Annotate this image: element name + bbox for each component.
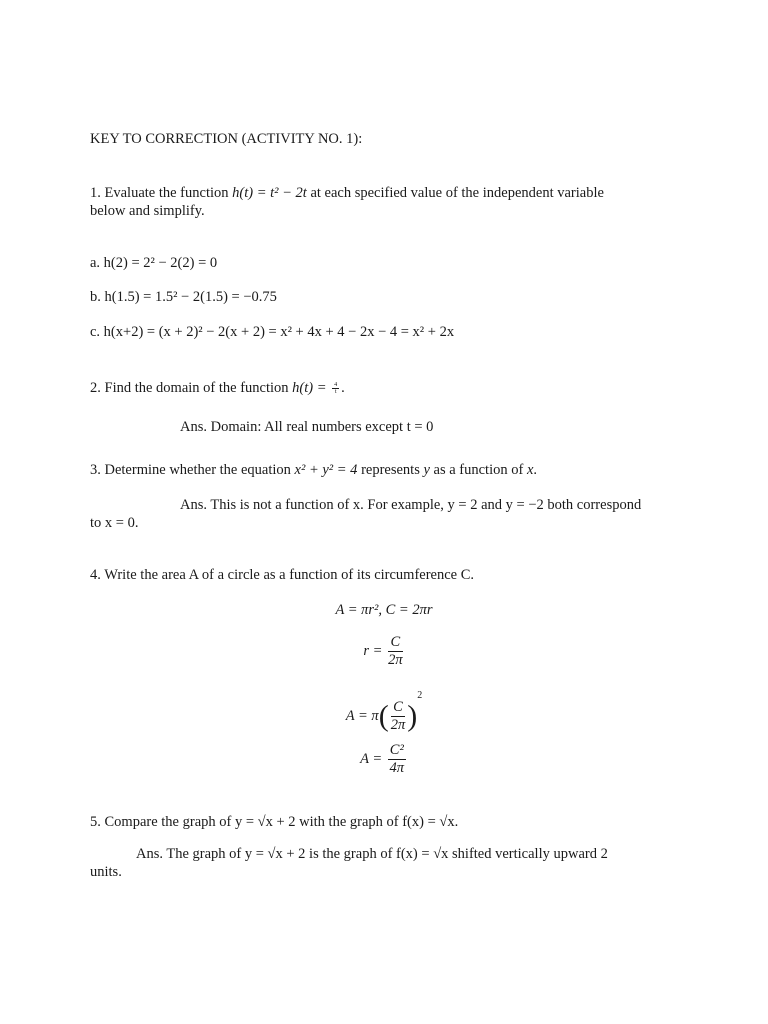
answer-1a: a. h(2) = 2² − 2(2) = 0 [90, 255, 218, 271]
question-3-mid: represents [357, 462, 424, 478]
question-2-denominator: t [334, 389, 337, 396]
page-title: KEY TO CORRECTION (ACTIVITY NO. 1): [90, 131, 363, 147]
equation-final-denominator: 4π [389, 760, 405, 776]
question-2 [90, 379, 345, 397]
equation-radius-lhs: r = [363, 642, 383, 659]
question-1-tail: at each specified value of the independent variable [306, 185, 604, 201]
equation-radius [0, 634, 768, 669]
equation-area-numerator: C [391, 699, 406, 717]
answer-5-line-1: Ans. The graph of y = √x + 2 is the graph of f(x) = √x shifted vertically upward 2 [136, 846, 608, 862]
question-1-line-1 [90, 184, 604, 202]
question-3-equation: x² + y² = 4 [294, 462, 358, 478]
answer-3-line-1: Ans. This is not a function of x. For example, y = 2 and y = −2 both correspond [180, 497, 642, 513]
question-4: 4. Write the area A of a circle as a function of its circumference C. [90, 567, 475, 583]
answer-3-line-2: to x = 0. [90, 515, 139, 531]
question-3-end: . [533, 462, 538, 478]
question-3-lead: 3. Determine whether the equation [90, 462, 295, 478]
question-3 [90, 461, 537, 479]
equation-area-denominator: 2π [390, 717, 406, 734]
question-2-function: h(t) = [292, 380, 331, 396]
question-1-function: h(t) = t² − 2t [232, 185, 307, 201]
equation-area-lhs: A = π [345, 708, 379, 724]
question-2-lead: 2. Find the domain of the function [90, 380, 293, 396]
equation-area-substituted [0, 686, 768, 734]
equation-area-fraction [391, 699, 406, 734]
equation-radius-numerator: C [388, 634, 403, 652]
answer-1c: c. h(x+2) = (x + 2)² − 2(x + 2) = x² + 4x + 4 − 2x − 4 = x² + 2x [90, 324, 455, 340]
answer-5-line-2: units. [90, 864, 122, 880]
equation-final-fraction [388, 742, 406, 777]
equation-area-exponent: 2 [417, 690, 423, 701]
question-3-y: y [423, 462, 430, 478]
question-2-end: . [341, 380, 345, 396]
equation-final-numerator: C² [389, 742, 404, 758]
right-paren: ) [407, 699, 418, 733]
equation-area-final [0, 742, 768, 777]
equation-final-lhs: A = [360, 750, 383, 767]
question-3-x: x [526, 462, 534, 478]
question-5: 5. Compare the graph of y = √x + 2 with the graph of f(x) = √x. [90, 814, 459, 830]
answer-1b: b. h(1.5) = 1.5² − 2(1.5) = −0.75 [90, 289, 277, 305]
question-1-lead: 1. Evaluate the function [90, 185, 233, 201]
question-2-numerator: 4 [334, 382, 338, 389]
equation-area-circumference: A = πr², C = 2πr [335, 602, 433, 618]
question-3-tail: as a function of [429, 462, 527, 478]
equation-radius-denominator: 2π [388, 652, 403, 668]
left-paren: ( [378, 699, 389, 733]
question-1-line-2: below and simplify. [90, 203, 205, 219]
equation-radius-fraction [388, 634, 403, 669]
answer-2: Ans. Domain: All real numbers except t = 0 [180, 419, 434, 435]
question-2-fraction [332, 382, 339, 395]
